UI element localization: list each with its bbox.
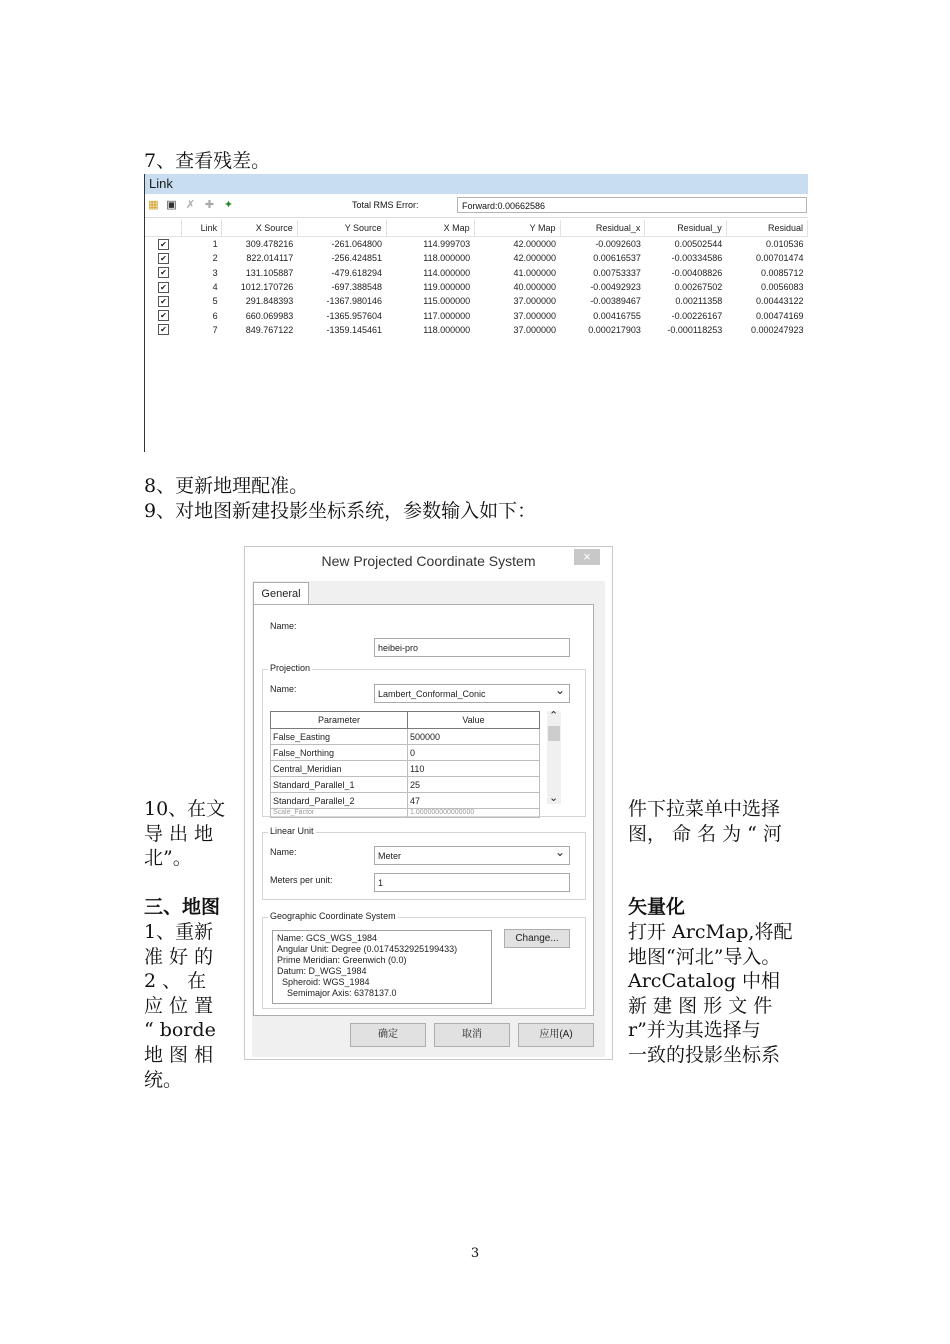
link-cell: 1012.170726 bbox=[240, 282, 294, 293]
apply-button[interactable]: 应用(A) bbox=[518, 1023, 594, 1047]
link-cell: 41.000000 bbox=[513, 267, 556, 278]
parameter-value-cell[interactable]: 1.000000000000000 bbox=[408, 809, 540, 818]
parameter-name-cell: Standard_Parallel_2 bbox=[271, 793, 408, 809]
ok-button[interactable]: 确定 bbox=[350, 1023, 426, 1047]
link-cell: 0.00267502 bbox=[674, 282, 723, 293]
link-cell: 0.00616537 bbox=[593, 253, 641, 264]
parameter-header[interactable]: Parameter bbox=[271, 712, 408, 729]
parameter-row[interactable] bbox=[271, 729, 540, 745]
link-table-window bbox=[144, 174, 808, 452]
total-rms-value: Forward:0.00662586 bbox=[457, 197, 807, 213]
link-cell: 40.000000 bbox=[513, 282, 556, 293]
text-line: 地图“河北”导入。 bbox=[628, 945, 781, 968]
parameter-row[interactable] bbox=[271, 793, 540, 809]
projection-group-title: Projection bbox=[270, 663, 311, 673]
link-window-title: Link bbox=[145, 174, 808, 194]
link-cell: 822.014117 bbox=[246, 253, 294, 264]
link-cell: 291.848393 bbox=[245, 296, 294, 307]
link-cell: 7 bbox=[212, 324, 218, 335]
link-cell: 309.478216 bbox=[245, 239, 294, 250]
link-cell: -479.618294 bbox=[331, 267, 383, 278]
parameter-name-cell: False_Easting bbox=[271, 729, 408, 745]
parameter-row[interactable] bbox=[271, 745, 540, 761]
text-line: “ borde bbox=[144, 1019, 216, 1042]
link-cell: -0.00389467 bbox=[590, 296, 641, 307]
cancel-button[interactable]: 取消 bbox=[434, 1023, 510, 1047]
link-enabled-checkbox[interactable]: ✔ bbox=[158, 253, 169, 264]
link-row[interactable] bbox=[145, 280, 808, 294]
linear-unit-group-title: Linear Unit bbox=[270, 826, 314, 836]
link-cell: 0.010536 bbox=[765, 239, 804, 250]
meters-per-unit-label: Meters per unit: bbox=[270, 875, 333, 885]
link-cell: -0.00408826 bbox=[671, 267, 723, 278]
text-line: 1、重新 bbox=[144, 921, 214, 943]
link-column-header[interactable]: X Source bbox=[222, 220, 298, 237]
link-cell: 0.00416755 bbox=[593, 310, 641, 321]
link-enabled-checkbox[interactable]: ✔ bbox=[158, 267, 169, 278]
link-cell: -0.00492923 bbox=[590, 282, 641, 293]
gcs-group bbox=[262, 911, 586, 1009]
linear-unit-group bbox=[262, 826, 586, 900]
link-cell: 1 bbox=[212, 239, 218, 250]
link-cell: 0.0085712 bbox=[760, 267, 804, 278]
gcs-details-box: Name: GCS_WGS_1984 Angular Unit: Degree (0.0174532925199433) Prime Meridian: Greenwich (0.0) Datum: D_WGS_1984 Spheroid: WGS_1984 Semimajor Axis: 6378137.0 bbox=[272, 930, 492, 1004]
link-cell: 114.999703 bbox=[423, 239, 471, 250]
text-line: ArcCatalog 中相 bbox=[628, 970, 780, 993]
change-button[interactable]: Change... bbox=[504, 929, 570, 948]
link-cell: 118.000000 bbox=[423, 324, 471, 335]
text-line: 矢量化 bbox=[628, 896, 686, 919]
text-line: 图， 命 名 为 “ 河 bbox=[628, 822, 782, 845]
unit-name-label: Name: bbox=[270, 847, 297, 857]
link-enabled-checkbox[interactable]: ✔ bbox=[158, 282, 169, 293]
save-icon[interactable]: ▣ bbox=[166, 199, 177, 211]
parameter-scrollbar[interactable] bbox=[547, 711, 561, 804]
parameter-value-cell[interactable]: 25 bbox=[408, 777, 540, 793]
link-cell: -261.064800 bbox=[331, 239, 383, 250]
link-cell: 660.069983 bbox=[245, 310, 294, 321]
link-column-header[interactable]: Link bbox=[182, 220, 222, 237]
link-column-header[interactable]: Y Source bbox=[297, 220, 386, 237]
add-control-point-icon[interactable]: ✦ bbox=[223, 199, 234, 211]
link-row[interactable] bbox=[145, 294, 808, 308]
parameter-value-cell[interactable]: 500000 bbox=[408, 729, 540, 745]
name-label: Name: bbox=[270, 621, 297, 631]
dialog-title: New Projected Coordinate System bbox=[321, 553, 536, 569]
link-cell: 114.000000 bbox=[423, 267, 471, 278]
link-cell: 117.000000 bbox=[423, 310, 471, 321]
link-cell: 4 bbox=[212, 282, 218, 293]
scroll-thumb[interactable] bbox=[548, 726, 560, 741]
link-column-header[interactable]: Residual_y bbox=[645, 220, 726, 237]
page-number: 3 bbox=[470, 1246, 480, 1261]
link-cell: 0.00753337 bbox=[593, 267, 641, 278]
text-line: 2 、 在 bbox=[144, 970, 207, 993]
link-cell: 119.000000 bbox=[423, 282, 471, 293]
parameter-row[interactable] bbox=[271, 761, 540, 777]
tab-general[interactable]: General bbox=[253, 582, 309, 605]
link-cell: 2 bbox=[212, 253, 218, 264]
link-cell: 3 bbox=[212, 267, 218, 278]
text-line: 北”。 bbox=[144, 847, 192, 870]
dialog-body bbox=[252, 581, 605, 1057]
link-cell: 5 bbox=[212, 296, 218, 307]
text-line: r”并为其选择与 bbox=[628, 1019, 761, 1042]
link-cell: 6 bbox=[212, 310, 218, 321]
link-cell: 37.000000 bbox=[513, 296, 556, 307]
parameter-row[interactable] bbox=[271, 809, 540, 818]
link-cell: -0.000118253 bbox=[667, 324, 723, 335]
total-rms-label: Total RMS Error: bbox=[352, 200, 419, 210]
link-table bbox=[145, 220, 808, 337]
parameter-value-cell[interactable]: 0 bbox=[408, 745, 540, 761]
link-cell: 37.000000 bbox=[513, 310, 556, 321]
link-cell: 42.000000 bbox=[513, 253, 556, 264]
text-line: 三、地图 bbox=[144, 896, 221, 919]
unit-name-select[interactable]: Meter ⌄ bbox=[374, 846, 570, 865]
auto-adjust-icon[interactable]: ✚ bbox=[204, 199, 215, 211]
parameter-name-cell: Central_Meridian bbox=[271, 761, 408, 777]
link-column-header[interactable]: X Map bbox=[386, 220, 474, 237]
link-cell: 0.00701474 bbox=[755, 253, 804, 264]
scroll-down-icon[interactable]: ⌄ bbox=[549, 792, 559, 804]
parameter-table bbox=[270, 711, 540, 818]
projection-name-select[interactable]: Lambert_Conformal_Conic ⌄ bbox=[374, 684, 570, 703]
link-cell: 0.00502544 bbox=[674, 239, 723, 250]
general-tab-panel bbox=[253, 604, 594, 1016]
new-projected-coordinate-system-dialog bbox=[244, 546, 613, 1060]
text-line: 导 出 地 bbox=[144, 822, 214, 845]
value-header[interactable]: Value bbox=[408, 712, 540, 729]
text-line: 新 建 图 形 文 件 bbox=[628, 994, 773, 1017]
link-cell: 0.00474169 bbox=[755, 310, 804, 321]
link-cell: 0.00211358 bbox=[675, 296, 723, 307]
link-cell: -0.00226167 bbox=[671, 310, 723, 321]
link-enabled-checkbox[interactable]: ✔ bbox=[158, 310, 169, 321]
link-enabled-checkbox[interactable]: ✔ bbox=[158, 239, 169, 250]
link-cell: 0.000247923 bbox=[750, 324, 804, 335]
scroll-up-icon[interactable]: ⌃ bbox=[549, 710, 559, 722]
parameter-name-cell: Standard_Parallel_1 bbox=[271, 777, 408, 793]
link-toolbar bbox=[145, 195, 808, 218]
text-line: 件下拉菜单中选择 bbox=[628, 798, 781, 820]
step8-text: 8、更新地理配准。 bbox=[144, 475, 309, 497]
link-column-header[interactable]: Residual_x bbox=[560, 220, 645, 237]
link-row[interactable] bbox=[145, 308, 808, 322]
link-cell: -1367.980146 bbox=[326, 296, 383, 307]
link-cell: 118.000000 bbox=[423, 253, 471, 264]
link-cell: 0.0056083 bbox=[760, 282, 804, 293]
delete-link-icon[interactable]: ✗ bbox=[185, 199, 196, 211]
link-cell: 115.000000 bbox=[423, 296, 471, 307]
parameter-name-cell: False_Northing bbox=[271, 745, 408, 761]
link-cell: -697.388548 bbox=[331, 282, 383, 293]
link-enabled-checkbox[interactable]: ✔ bbox=[158, 324, 169, 335]
link-row[interactable] bbox=[145, 266, 808, 280]
link-cell: -1359.145461 bbox=[326, 324, 383, 335]
link-cell: 37.000000 bbox=[513, 324, 556, 335]
link-cell: -0.0092603 bbox=[595, 239, 641, 250]
parameter-value-cell[interactable]: 110 bbox=[408, 761, 540, 777]
close-button[interactable]: × bbox=[574, 549, 600, 565]
link-cell: 849.767122 bbox=[245, 324, 294, 335]
step9-text: 9、对地图新建投影坐标系统，参数输入如下： bbox=[144, 500, 537, 522]
link-column-header[interactable]: Residual bbox=[726, 220, 807, 237]
link-cell: 0.00443122 bbox=[755, 296, 804, 307]
meters-per-unit-field[interactable]: 1 bbox=[374, 873, 570, 892]
link-enabled-checkbox[interactable]: ✔ bbox=[158, 296, 169, 307]
text-line: 地 图 相 bbox=[144, 1044, 214, 1066]
name-field[interactable]: heibei-pro bbox=[374, 638, 570, 657]
step7-heading: 7、查看残差。 bbox=[144, 150, 271, 172]
link-cell: -1365.957604 bbox=[326, 310, 383, 321]
link-column-header[interactable]: Y Map bbox=[474, 220, 560, 237]
parameter-name-cell: Scale_Factor bbox=[271, 809, 408, 818]
projection-group bbox=[262, 663, 586, 817]
link-row[interactable] bbox=[145, 237, 808, 252]
link-column-header[interactable] bbox=[145, 220, 182, 237]
open-folder-icon[interactable]: ▦ bbox=[148, 199, 159, 211]
text-line: 一致的投影坐标系 bbox=[628, 1044, 781, 1066]
text-line: 应 位 置 bbox=[144, 994, 214, 1017]
text-line: 统。 bbox=[144, 1068, 183, 1091]
projection-name-label: Name: bbox=[270, 684, 297, 694]
parameter-value-cell[interactable]: 47 bbox=[408, 793, 540, 809]
text-line: 打开 ArcMap,将配 bbox=[628, 921, 793, 943]
link-cell: 42.000000 bbox=[513, 239, 556, 250]
link-row[interactable] bbox=[145, 323, 808, 337]
gcs-group-title: Geographic Coordinate System bbox=[270, 911, 396, 921]
link-cell: -0.00334586 bbox=[671, 253, 723, 264]
text-line: 10、在文 bbox=[144, 798, 226, 820]
link-cell: 0.000217903 bbox=[588, 324, 641, 335]
parameter-row[interactable] bbox=[271, 777, 540, 793]
text-line: 准 好 的 bbox=[144, 945, 214, 968]
link-row[interactable] bbox=[145, 251, 808, 265]
link-cell: 131.105887 bbox=[245, 267, 294, 278]
link-cell: -256.424851 bbox=[331, 253, 383, 264]
